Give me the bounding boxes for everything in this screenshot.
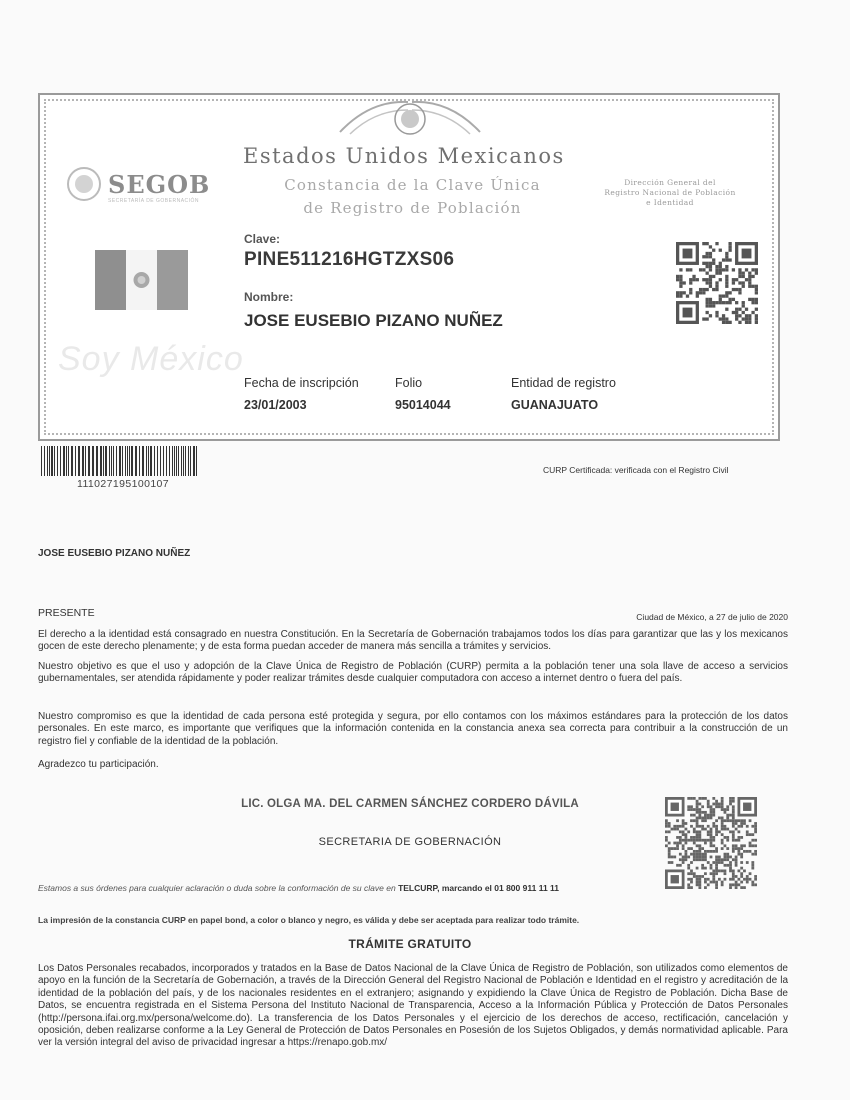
paragraph-identity-right: El derecho a la identidad está consagrado en nuestra Constitución. En la Secretaría de Gobernación trabajamos todos los días para garantizar que las y los mexicanos gocen de este derecho plenamente; y de esta forma puedan acceder de manera más sencilla a trámites y servicios. (38, 629, 788, 653)
segob-logo-text: SEGOB (108, 169, 211, 199)
barcode (41, 446, 197, 476)
folio-label: Folio (395, 376, 423, 390)
signer-position: SECRETARIA DE GOBERNACIÓN (318, 836, 502, 848)
telcurp-text: Estamos a sus órdenes para cualquier aclaración o duda sobre la conformación de su clave en (38, 883, 396, 893)
country-title: Estados Unidos Mexicanos (243, 144, 565, 168)
presente-label: PRESENTE (38, 607, 95, 619)
place-date: Ciudad de México, a 27 de julio de 2020 (636, 612, 788, 622)
segob-emblem-icon (66, 166, 102, 202)
registry-line-3: e Identidad (646, 198, 694, 207)
document-title-line-1: Constancia de la Clave Única (284, 176, 541, 194)
print-validity-note: La impresión de la constancia CURP en papel bond, a color o blanco y negro, es válida y debe ser aceptada para realizar todo trámite. (38, 915, 580, 925)
paragraph-objective: Nuestro objetivo es que el uso y adopción de la Clave Única de Registro de Población (CURP) permita a la población tener una sola llave de acceso a servicios gubernamentales, ser atendida rápidamente y poder realizar trámites desde cualquier computadora con acceso a internet dentro o fuera del país. (38, 661, 788, 685)
barcode-number: 111027195100107 (77, 478, 170, 490)
privacy-notice: Los Datos Personales recabados, incorporados y tratados en la Base de Datos Nacional de la Clave Única de Registro de Población, son utilizados como elementos de apoyo en la función de la Secretaría de Gobernación, a través de la Dirección General del Registro Nacional de Población e Identidad en el registro y acreditación de la identidad de la población del país, y de los nacionales residentes en el extranjero; asignando y expidiendo la Clave Única de Registro de Población. Dicha Base de Datos, se encuentra registrada en el Sistema Persona del Instituto Nacional de Transparencia, Acceso a la Información Pública y Protección de Datos Personales (http://persona.ifai.org.mx/persona/welcome.do). La transferencia de los Datos Personales y el ejercicio de los derechos de acceso, rectificación, cancelación y oposición, deben realizarse conforme a la Ley General de Protección de Datos Personales en Posesión de los Sujetos Obligados, y demás normatividad aplicable. Para ver la versión integral del aviso de privacidad ingresar a https://renapo.gob.mx/ (38, 963, 788, 1049)
nombre-label: Nombre: (244, 290, 294, 304)
soy-mexico-watermark: Soy México (58, 340, 244, 378)
free-procedure-heading: TRÁMITE GRATUITO (348, 937, 472, 951)
folio-value: 95014044 (395, 398, 451, 412)
certificate-qr-code (676, 241, 758, 325)
document-title (240, 174, 585, 220)
telcurp-note (38, 883, 559, 893)
paragraph-commitment: Nuestro compromiso es que la identidad de cada persona esté protegida y segura, por ello contamos con los máximos estándares para la protección de los datos personales. En este marco, es importante que verifiques que la información contenida en la constancia anexa sea correcta para contribuir a la construcción de un registro fiel y confiable de la identidad de la población. (38, 711, 788, 747)
segob-logo (66, 166, 210, 202)
registry-office-name (585, 178, 755, 208)
flag-white-stripe (126, 250, 157, 310)
certified-note: CURP Certificada: verificada con el Registro Civil (543, 465, 729, 475)
national-crest-icon (330, 92, 490, 138)
registration-date-label: Fecha de inscripción (244, 376, 359, 390)
mexican-flag-icon (95, 250, 188, 310)
signer-name: LIC. OLGA MA. DEL CARMEN SÁNCHEZ CORDERO DÁVILA (241, 798, 579, 810)
addressee-name: JOSE EUSEBIO PIZANO NUÑEZ (38, 548, 191, 559)
clave-label: Clave: (244, 232, 281, 246)
segob-tagline: SECRETARÍA DE GOBERNACIÓN (108, 198, 200, 204)
flag-green-stripe (95, 250, 126, 310)
letter-qr-code (665, 796, 757, 890)
curp-value: PINE511216HGTZXS06 (244, 249, 455, 270)
telcurp-number: TELCURP, marcando el 01 800 911 11 11 (398, 883, 560, 893)
flag-red-stripe (157, 250, 188, 310)
registry-line-2: Registro Nacional de Población (604, 188, 736, 197)
registration-date-value: 23/01/2003 (244, 398, 307, 412)
registry-line-1: Dirección General del (624, 178, 716, 187)
thanks-line: Agradezco tu participación. (38, 759, 159, 770)
full-name-value: JOSE EUSEBIO PIZANO NUÑEZ (244, 311, 503, 330)
registry-entity-value: GUANAJUATO (511, 398, 599, 412)
document-title-line-2: de Registro de Población (303, 199, 522, 217)
registry-entity-label: Entidad de registro (511, 376, 616, 390)
